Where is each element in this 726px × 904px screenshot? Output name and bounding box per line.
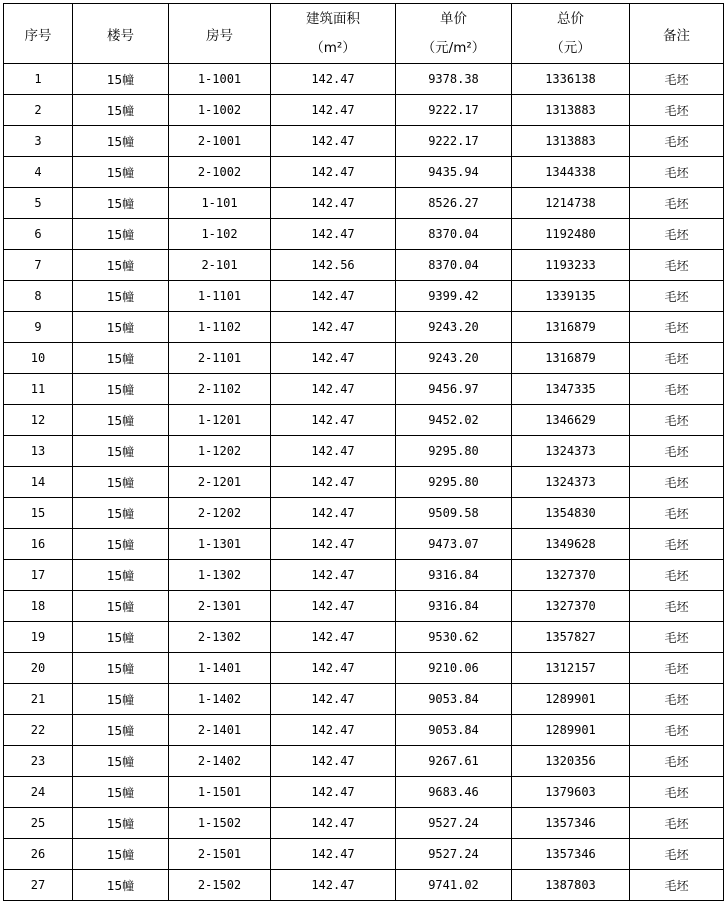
cell-area: 142.47 xyxy=(271,498,396,529)
cell-seq: 9 xyxy=(4,312,73,343)
cell-total-price: 1349628 xyxy=(512,529,630,560)
cell-total-price: 1214738 xyxy=(512,188,630,219)
cell-room: 2-1501 xyxy=(169,839,271,870)
header-room: 房号 xyxy=(169,4,271,64)
cell-remark: 毛坯 xyxy=(630,715,724,746)
table-row xyxy=(4,839,724,870)
cell-area: 142.47 xyxy=(271,374,396,405)
cell-total-price: 1324373 xyxy=(512,467,630,498)
cell-total-price: 1387803 xyxy=(512,870,630,901)
header-building: 楼号 xyxy=(73,4,169,64)
table-row xyxy=(4,529,724,560)
cell-room: 1-1102 xyxy=(169,312,271,343)
cell-area: 142.47 xyxy=(271,405,396,436)
cell-building: 15幢 xyxy=(73,281,169,312)
cell-remark: 毛坯 xyxy=(630,64,724,95)
cell-seq: 19 xyxy=(4,622,73,653)
cell-room: 2-1101 xyxy=(169,343,271,374)
cell-area: 142.47 xyxy=(271,684,396,715)
cell-room: 1-1401 xyxy=(169,653,271,684)
cell-area: 142.47 xyxy=(271,126,396,157)
cell-remark: 毛坯 xyxy=(630,591,724,622)
cell-remark: 毛坯 xyxy=(630,188,724,219)
cell-seq: 23 xyxy=(4,746,73,777)
cell-remark: 毛坯 xyxy=(630,405,724,436)
cell-room: 1-1201 xyxy=(169,405,271,436)
header-area xyxy=(271,4,396,64)
cell-building: 15幢 xyxy=(73,653,169,684)
cell-seq: 8 xyxy=(4,281,73,312)
cell-seq: 3 xyxy=(4,126,73,157)
cell-seq: 21 xyxy=(4,684,73,715)
cell-unit-price: 9316.84 xyxy=(396,560,512,591)
cell-building: 15幢 xyxy=(73,188,169,219)
table-row xyxy=(4,591,724,622)
cell-room: 2-1002 xyxy=(169,157,271,188)
cell-area: 142.47 xyxy=(271,312,396,343)
cell-area: 142.47 xyxy=(271,95,396,126)
cell-total-price: 1313883 xyxy=(512,95,630,126)
table-row xyxy=(4,622,724,653)
cell-total-price: 1320356 xyxy=(512,746,630,777)
cell-seq: 1 xyxy=(4,64,73,95)
cell-area: 142.47 xyxy=(271,560,396,591)
cell-total-price: 1357346 xyxy=(512,808,630,839)
cell-remark: 毛坯 xyxy=(630,839,724,870)
cell-area: 142.56 xyxy=(271,250,396,281)
cell-room: 1-1301 xyxy=(169,529,271,560)
cell-unit-price: 9741.02 xyxy=(396,870,512,901)
cell-room: 1-1502 xyxy=(169,808,271,839)
cell-unit-price: 9243.20 xyxy=(396,312,512,343)
cell-total-price: 1357346 xyxy=(512,839,630,870)
cell-room: 1-101 xyxy=(169,188,271,219)
cell-remark: 毛坯 xyxy=(630,653,724,684)
table-row xyxy=(4,467,724,498)
cell-total-price: 1192480 xyxy=(512,219,630,250)
cell-seq: 12 xyxy=(4,405,73,436)
cell-area: 142.47 xyxy=(271,343,396,374)
cell-unit-price: 9530.62 xyxy=(396,622,512,653)
cell-seq: 7 xyxy=(4,250,73,281)
table-row xyxy=(4,374,724,405)
cell-building: 15幢 xyxy=(73,498,169,529)
cell-building: 15幢 xyxy=(73,374,169,405)
header-row xyxy=(4,4,724,64)
header-unit-price xyxy=(396,4,512,64)
cell-unit-price: 9053.84 xyxy=(396,684,512,715)
cell-unit-price: 9456.97 xyxy=(396,374,512,405)
cell-total-price: 1316879 xyxy=(512,312,630,343)
cell-total-price: 1324373 xyxy=(512,436,630,467)
cell-total-price: 1312157 xyxy=(512,653,630,684)
cell-building: 15幢 xyxy=(73,715,169,746)
cell-unit-price: 8370.04 xyxy=(396,250,512,281)
cell-area: 142.47 xyxy=(271,157,396,188)
cell-area: 142.47 xyxy=(271,281,396,312)
cell-remark: 毛坯 xyxy=(630,312,724,343)
cell-area: 142.47 xyxy=(271,591,396,622)
cell-remark: 毛坯 xyxy=(630,95,724,126)
cell-unit-price: 9435.94 xyxy=(396,157,512,188)
cell-area: 142.47 xyxy=(271,653,396,684)
cell-seq: 26 xyxy=(4,839,73,870)
cell-area: 142.47 xyxy=(271,808,396,839)
cell-unit-price: 9473.07 xyxy=(396,529,512,560)
table-row xyxy=(4,560,724,591)
cell-building: 15幢 xyxy=(73,95,169,126)
cell-area: 142.47 xyxy=(271,436,396,467)
cell-building: 15幢 xyxy=(73,529,169,560)
cell-unit-price: 9053.84 xyxy=(396,715,512,746)
cell-total-price: 1289901 xyxy=(512,684,630,715)
cell-seq: 4 xyxy=(4,157,73,188)
cell-room: 1-1302 xyxy=(169,560,271,591)
header-area-title: 建筑面积 xyxy=(306,10,360,27)
cell-total-price: 1289901 xyxy=(512,715,630,746)
price-table xyxy=(3,3,724,901)
table-row xyxy=(4,405,724,436)
table-row xyxy=(4,870,724,901)
cell-seq: 10 xyxy=(4,343,73,374)
cell-seq: 27 xyxy=(4,870,73,901)
cell-unit-price: 9267.61 xyxy=(396,746,512,777)
cell-building: 15幢 xyxy=(73,312,169,343)
cell-remark: 毛坯 xyxy=(630,126,724,157)
table-row xyxy=(4,312,724,343)
cell-building: 15幢 xyxy=(73,219,169,250)
cell-total-price: 1327370 xyxy=(512,560,630,591)
cell-seq: 5 xyxy=(4,188,73,219)
cell-room: 2-1201 xyxy=(169,467,271,498)
cell-area: 142.47 xyxy=(271,64,396,95)
cell-room: 1-1002 xyxy=(169,95,271,126)
cell-seq: 13 xyxy=(4,436,73,467)
cell-building: 15幢 xyxy=(73,839,169,870)
cell-room: 2-1401 xyxy=(169,715,271,746)
table-row xyxy=(4,188,724,219)
table-row xyxy=(4,746,724,777)
cell-unit-price: 9527.24 xyxy=(396,808,512,839)
table-header xyxy=(4,4,724,64)
cell-remark: 毛坯 xyxy=(630,281,724,312)
cell-unit-price: 9527.24 xyxy=(396,839,512,870)
table-row xyxy=(4,250,724,281)
cell-total-price: 1346629 xyxy=(512,405,630,436)
cell-building: 15幢 xyxy=(73,436,169,467)
cell-seq: 25 xyxy=(4,808,73,839)
cell-total-price: 1313883 xyxy=(512,126,630,157)
cell-room: 1-1202 xyxy=(169,436,271,467)
cell-building: 15幢 xyxy=(73,467,169,498)
cell-seq: 17 xyxy=(4,560,73,591)
cell-unit-price: 9509.58 xyxy=(396,498,512,529)
table-row xyxy=(4,157,724,188)
cell-room: 2-1402 xyxy=(169,746,271,777)
table-row xyxy=(4,64,724,95)
cell-seq: 11 xyxy=(4,374,73,405)
cell-area: 142.47 xyxy=(271,188,396,219)
cell-total-price: 1354830 xyxy=(512,498,630,529)
cell-unit-price: 9683.46 xyxy=(396,777,512,808)
cell-building: 15幢 xyxy=(73,250,169,281)
cell-total-price: 1339135 xyxy=(512,281,630,312)
table-row xyxy=(4,808,724,839)
cell-seq: 18 xyxy=(4,591,73,622)
table-row xyxy=(4,95,724,126)
table-row xyxy=(4,281,724,312)
cell-remark: 毛坯 xyxy=(630,250,724,281)
cell-remark: 毛坯 xyxy=(630,157,724,188)
cell-total-price: 1344338 xyxy=(512,157,630,188)
cell-remark: 毛坯 xyxy=(630,529,724,560)
cell-unit-price: 9243.20 xyxy=(396,343,512,374)
cell-unit-price: 9452.02 xyxy=(396,405,512,436)
cell-building: 15幢 xyxy=(73,64,169,95)
cell-seq: 24 xyxy=(4,777,73,808)
header-remark: 备注 xyxy=(630,4,724,64)
table-row xyxy=(4,126,724,157)
cell-remark: 毛坯 xyxy=(630,498,724,529)
table-body xyxy=(4,64,724,901)
cell-room: 1-1402 xyxy=(169,684,271,715)
cell-unit-price: 9295.80 xyxy=(396,467,512,498)
cell-area: 142.47 xyxy=(271,219,396,250)
cell-building: 15幢 xyxy=(73,591,169,622)
table-row xyxy=(4,684,724,715)
cell-room: 1-1501 xyxy=(169,777,271,808)
cell-room: 2-1102 xyxy=(169,374,271,405)
cell-building: 15幢 xyxy=(73,870,169,901)
cell-remark: 毛坯 xyxy=(630,343,724,374)
cell-remark: 毛坯 xyxy=(630,808,724,839)
table-row xyxy=(4,343,724,374)
cell-remark: 毛坯 xyxy=(630,870,724,901)
cell-remark: 毛坯 xyxy=(630,622,724,653)
table-row xyxy=(4,436,724,467)
cell-building: 15幢 xyxy=(73,777,169,808)
cell-room: 1-1001 xyxy=(169,64,271,95)
cell-total-price: 1193233 xyxy=(512,250,630,281)
cell-total-price: 1347335 xyxy=(512,374,630,405)
cell-total-price: 1316879 xyxy=(512,343,630,374)
cell-room: 2-1001 xyxy=(169,126,271,157)
table-row xyxy=(4,715,724,746)
cell-area: 142.47 xyxy=(271,839,396,870)
cell-unit-price: 9210.06 xyxy=(396,653,512,684)
cell-unit-price: 9316.84 xyxy=(396,591,512,622)
table-row xyxy=(4,777,724,808)
header-unit-price-title: 单价 xyxy=(440,10,467,27)
cell-remark: 毛坯 xyxy=(630,467,724,498)
cell-unit-price: 9222.17 xyxy=(396,126,512,157)
cell-seq: 15 xyxy=(4,498,73,529)
cell-seq: 16 xyxy=(4,529,73,560)
cell-seq: 22 xyxy=(4,715,73,746)
cell-building: 15幢 xyxy=(73,126,169,157)
cell-seq: 2 xyxy=(4,95,73,126)
header-area-unit: （m²） xyxy=(310,39,356,56)
cell-seq: 20 xyxy=(4,653,73,684)
cell-area: 142.47 xyxy=(271,622,396,653)
cell-unit-price: 9222.17 xyxy=(396,95,512,126)
cell-building: 15幢 xyxy=(73,684,169,715)
cell-remark: 毛坯 xyxy=(630,436,724,467)
cell-area: 142.47 xyxy=(271,467,396,498)
cell-building: 15幢 xyxy=(73,808,169,839)
cell-building: 15幢 xyxy=(73,343,169,374)
cell-unit-price: 8370.04 xyxy=(396,219,512,250)
cell-seq: 6 xyxy=(4,219,73,250)
cell-area: 142.47 xyxy=(271,529,396,560)
cell-unit-price: 9399.42 xyxy=(396,281,512,312)
cell-building: 15幢 xyxy=(73,746,169,777)
cell-remark: 毛坯 xyxy=(630,684,724,715)
header-total-price xyxy=(512,4,630,64)
cell-building: 15幢 xyxy=(73,560,169,591)
cell-area: 142.47 xyxy=(271,870,396,901)
cell-total-price: 1357827 xyxy=(512,622,630,653)
cell-room: 2-101 xyxy=(169,250,271,281)
cell-unit-price: 9378.38 xyxy=(396,64,512,95)
cell-room: 1-102 xyxy=(169,219,271,250)
cell-remark: 毛坯 xyxy=(630,219,724,250)
cell-remark: 毛坯 xyxy=(630,777,724,808)
cell-building: 15幢 xyxy=(73,405,169,436)
cell-building: 15幢 xyxy=(73,157,169,188)
cell-unit-price: 9295.80 xyxy=(396,436,512,467)
header-unit-price-unit: （元/m²） xyxy=(421,39,486,56)
cell-room: 2-1202 xyxy=(169,498,271,529)
table-row xyxy=(4,219,724,250)
cell-total-price: 1379603 xyxy=(512,777,630,808)
cell-total-price: 1336138 xyxy=(512,64,630,95)
cell-area: 142.47 xyxy=(271,746,396,777)
cell-building: 15幢 xyxy=(73,622,169,653)
cell-area: 142.47 xyxy=(271,715,396,746)
cell-seq: 14 xyxy=(4,467,73,498)
cell-total-price: 1327370 xyxy=(512,591,630,622)
cell-area: 142.47 xyxy=(271,777,396,808)
cell-remark: 毛坯 xyxy=(630,746,724,777)
header-total-price-unit: （元） xyxy=(550,39,591,56)
cell-room: 2-1301 xyxy=(169,591,271,622)
cell-remark: 毛坯 xyxy=(630,374,724,405)
cell-unit-price: 8526.27 xyxy=(396,188,512,219)
cell-room: 2-1302 xyxy=(169,622,271,653)
cell-room: 1-1101 xyxy=(169,281,271,312)
cell-room: 2-1502 xyxy=(169,870,271,901)
table-row xyxy=(4,498,724,529)
header-seq: 序号 xyxy=(4,4,73,64)
cell-remark: 毛坯 xyxy=(630,560,724,591)
table-row xyxy=(4,653,724,684)
header-total-price-title: 总价 xyxy=(557,10,584,27)
